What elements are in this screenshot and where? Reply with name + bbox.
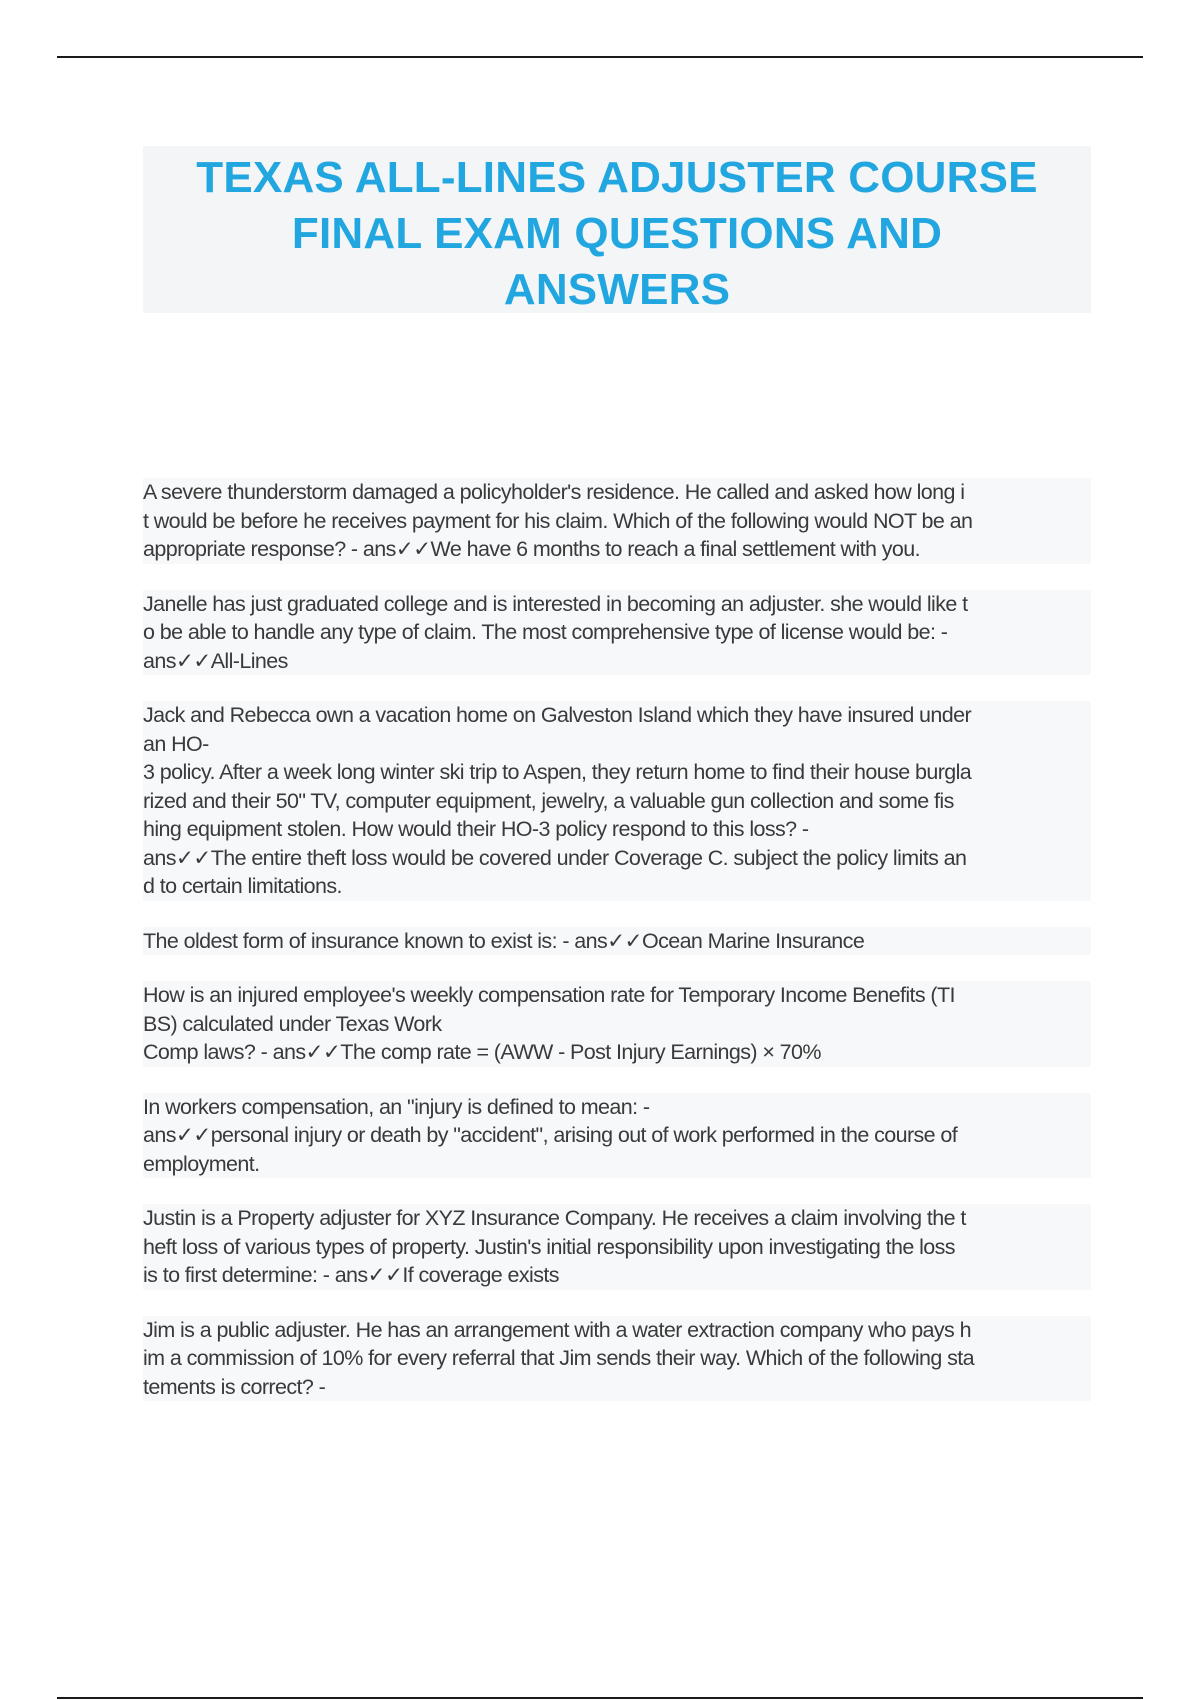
qa-line: rized and their 50" TV, computer equipment, jewelry, a valuable gun collection and some fis	[143, 787, 1091, 816]
qa-line: A severe thunderstorm damaged a policyholder's residence. He called and asked how long i	[143, 478, 1091, 507]
qa-item	[143, 701, 1091, 901]
qa-line: Justin is a Property adjuster for XYZ Insurance Company. He receives a claim involving the t	[143, 1204, 1091, 1233]
qa-line: The oldest form of insurance known to exist is: - ans✓✓Ocean Marine Insurance	[143, 927, 1091, 956]
qa-line: In workers compensation, an "injury is defined to mean: -	[143, 1093, 1091, 1122]
qa-item	[143, 1316, 1091, 1402]
qa-line: How is an injured employee's weekly compensation rate for Temporary Income Benefits (TI	[143, 981, 1091, 1010]
qa-line: im a commission of 10% for every referral that Jim sends their way. Which of the following sta	[143, 1344, 1091, 1373]
qa-list	[143, 478, 1091, 1427]
qa-line: appropriate response? - ans✓✓We have 6 months to reach a final settlement with you.	[143, 535, 1091, 564]
qa-line: employment.	[143, 1150, 1091, 1179]
qa-item	[143, 927, 1091, 956]
qa-line: hing equipment stolen. How would their HO-3 policy respond to this loss? -	[143, 815, 1091, 844]
qa-item	[143, 1204, 1091, 1290]
qa-line: Janelle has just graduated college and is interested in becoming an adjuster. she would like t	[143, 590, 1091, 619]
qa-line: ans✓✓All-Lines	[143, 647, 1091, 676]
title-line-3: ANSWERS	[503, 265, 731, 314]
qa-line: Comp laws? - ans✓✓The comp rate = (AWW - Post Injury Earnings) × 70%	[143, 1038, 1091, 1067]
title-line-1: TEXAS ALL-LINES ADJUSTER COURSE	[196, 153, 1038, 202]
qa-line: ans✓✓The entire theft loss would be covered under Coverage C. subject the policy limits an	[143, 844, 1091, 873]
qa-line: Jim is a public adjuster. He has an arrangement with a water extraction company who pays h	[143, 1316, 1091, 1345]
qa-line: an HO-	[143, 730, 1091, 759]
qa-line: 3 policy. After a week long winter ski trip to Aspen, they return home to find their house burgla	[143, 758, 1091, 787]
header-rule	[57, 56, 1143, 58]
qa-line: o be able to handle any type of claim. The most comprehensive type of license would be: -	[143, 618, 1091, 647]
title-line-2: FINAL EXAM QUESTIONS AND	[291, 209, 943, 258]
qa-line: t would be before he receives payment for his claim. Which of the following would NOT be an	[143, 507, 1091, 536]
qa-item	[143, 478, 1091, 564]
footer-rule	[57, 1697, 1143, 1699]
qa-item	[143, 590, 1091, 676]
title-block	[143, 146, 1091, 313]
qa-line: Jack and Rebecca own a vacation home on Galveston Island which they have insured under	[143, 701, 1091, 730]
qa-line: ans✓✓personal injury or death by "accident", arising out of work performed in the course of	[143, 1121, 1091, 1150]
qa-line: d to certain limitations.	[143, 872, 1091, 901]
qa-line: BS) calculated under Texas Work	[143, 1010, 1091, 1039]
qa-line: is to first determine: - ans✓✓If coverage exists	[143, 1261, 1091, 1290]
qa-item	[143, 1093, 1091, 1179]
qa-line: heft loss of various types of property. Justin's initial responsibility upon investigating the loss	[143, 1233, 1091, 1262]
qa-item	[143, 981, 1091, 1067]
qa-line: tements is correct? -	[143, 1373, 1091, 1402]
